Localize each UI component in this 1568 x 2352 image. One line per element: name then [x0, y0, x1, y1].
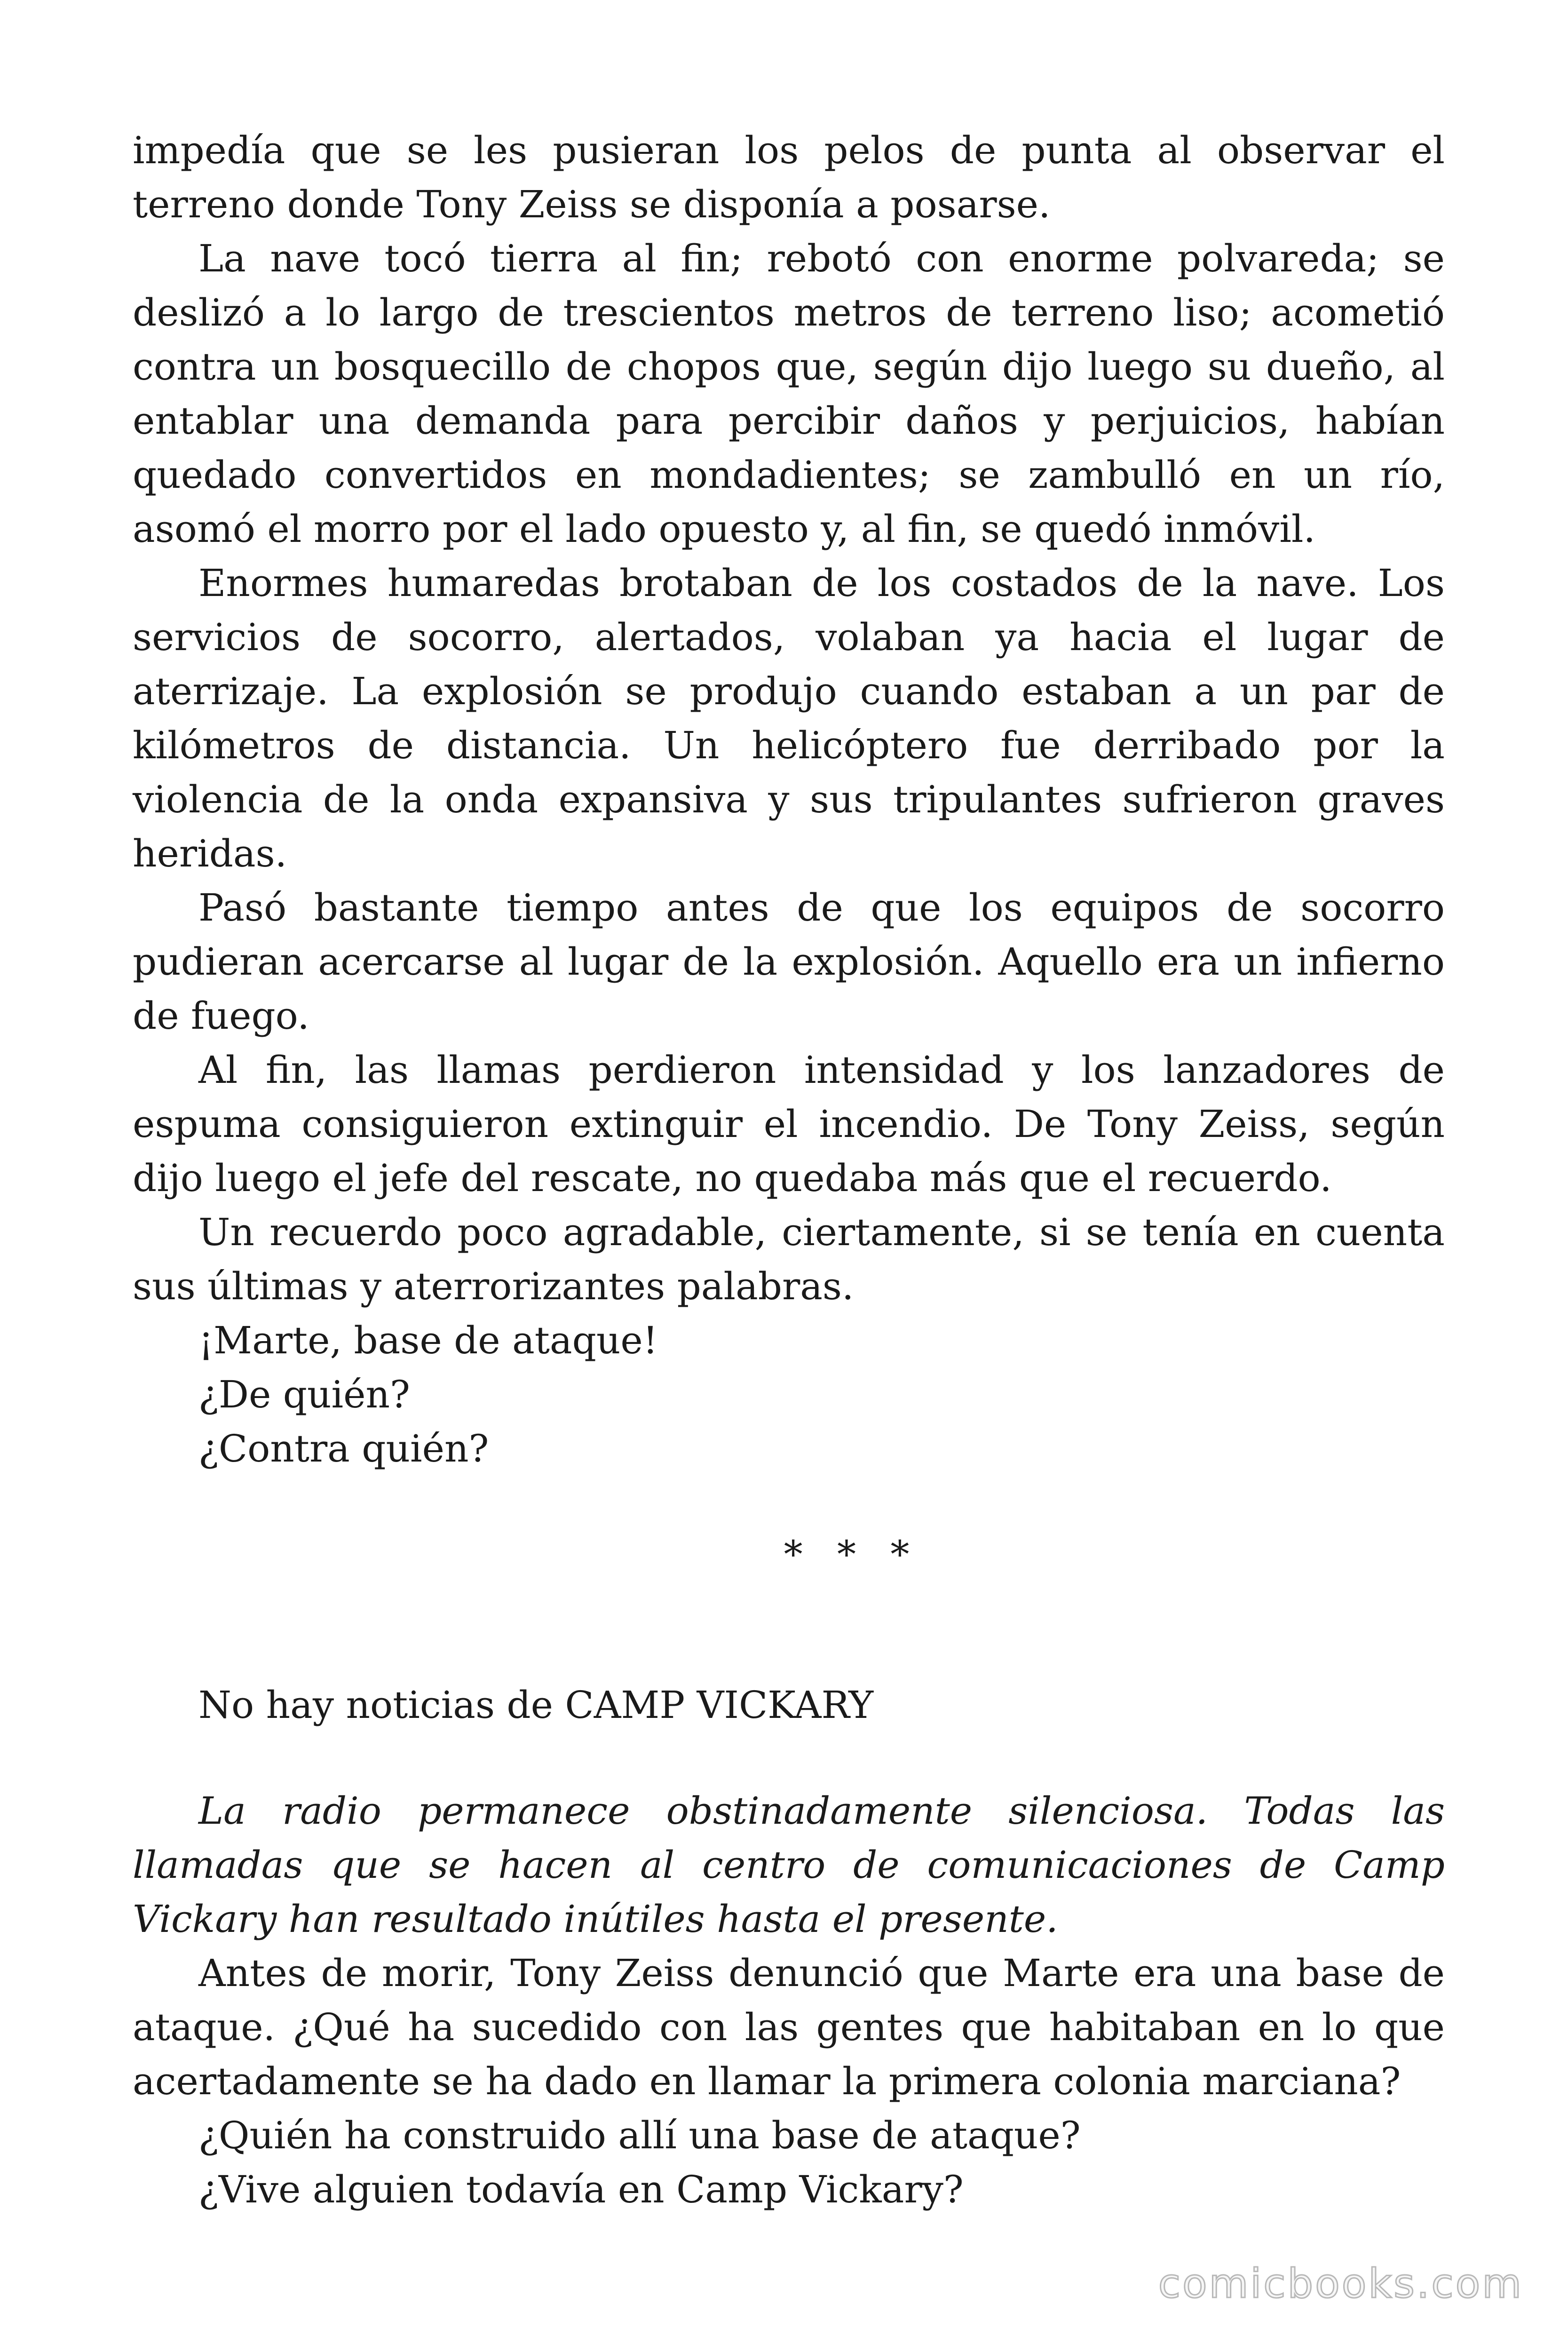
paragraph-question-alive: ¿Vive alguien todavía en Camp Vickary? — [198, 2168, 964, 2211]
paragraph-rescue: Pasó bastante tiempo antes de que los equipos de socorro pudieran acercarse al lugar de la explosión. Aquello era un infierno de fuego. — [133, 886, 1445, 1038]
watermark-logo: comicbooks.com — [1158, 2260, 1523, 2307]
paragraph-italic-radio: La radio permanece obstinadamente silenciosa. Todas las llamadas que se hacen al centro de comunicaciones de Camp Vickary han resultado inútiles hasta el presente. — [133, 1789, 1445, 1941]
paragraph-denounced: Antes de morir, Tony Zeiss denunció que Marte era una base de ataque. ¿Qué ha sucedido con las gentes que habitaban en lo que acertadamente se ha dado en llamar la primera colonia marciana? — [133, 1951, 1445, 2103]
paragraph-question-who: ¿De quién? — [198, 1373, 410, 1416]
book-page — [133, 123, 1445, 2217]
paragraph-landing: La nave tocó tierra al fin; rebotó con enorme polvareda; se deslizó a lo largo de trescientos metros de terreno liso; acometió contra un bosquecillo de chopos que, según dijo luego su dueño, al entablar una demanda para percibir daños y perjuicios, habían quedado convertidos en mondadientes; se zambulló en un río, asomó el morro por el lado opuesto y, al fin, se quedó inmóvil. — [133, 237, 1445, 551]
paragraph-question-built: ¿Quién ha construido allí una base de ataque? — [198, 2114, 1081, 2157]
section-separator: * * * — [784, 1533, 921, 1576]
paragraph-continuation: impedía que se les pusieran los pelos de punta al observar el terreno donde Tony Zeiss se disponía a posarse. — [133, 128, 1445, 226]
section-title: No hay noticias de CAMP VICKARY — [198, 1683, 874, 1727]
paragraph-extinguish: Al fin, las llamas perdieron intensidad y los lanzadores de espuma consiguieron extinguir el incendio. De Tony Zeiss, según dijo luego el jefe del rescate, no quedaba más que el recuerdo. — [133, 1048, 1445, 1200]
paragraph-memory: Un recuerdo poco agradable, ciertamente, si se tenía en cuenta sus últimas y aterrorizantes palabras. — [133, 1210, 1445, 1308]
paragraph-exclamation: ¡Marte, base de ataque! — [198, 1319, 658, 1362]
paragraph-question-against: ¿Contra quién? — [198, 1427, 489, 1470]
paragraph-explosion: Enormes humaredas brotaban de los costados de la nave. Los servicios de socorro, alertados, volaban ya hacia el lugar de aterrizaje. La explosión se produjo cuando estaban a un par de kilómetros de distancia. Un helicóptero fue derribado por la violencia de la onda expansiva y sus tripulantes sufrieron graves heridas. — [133, 561, 1445, 875]
